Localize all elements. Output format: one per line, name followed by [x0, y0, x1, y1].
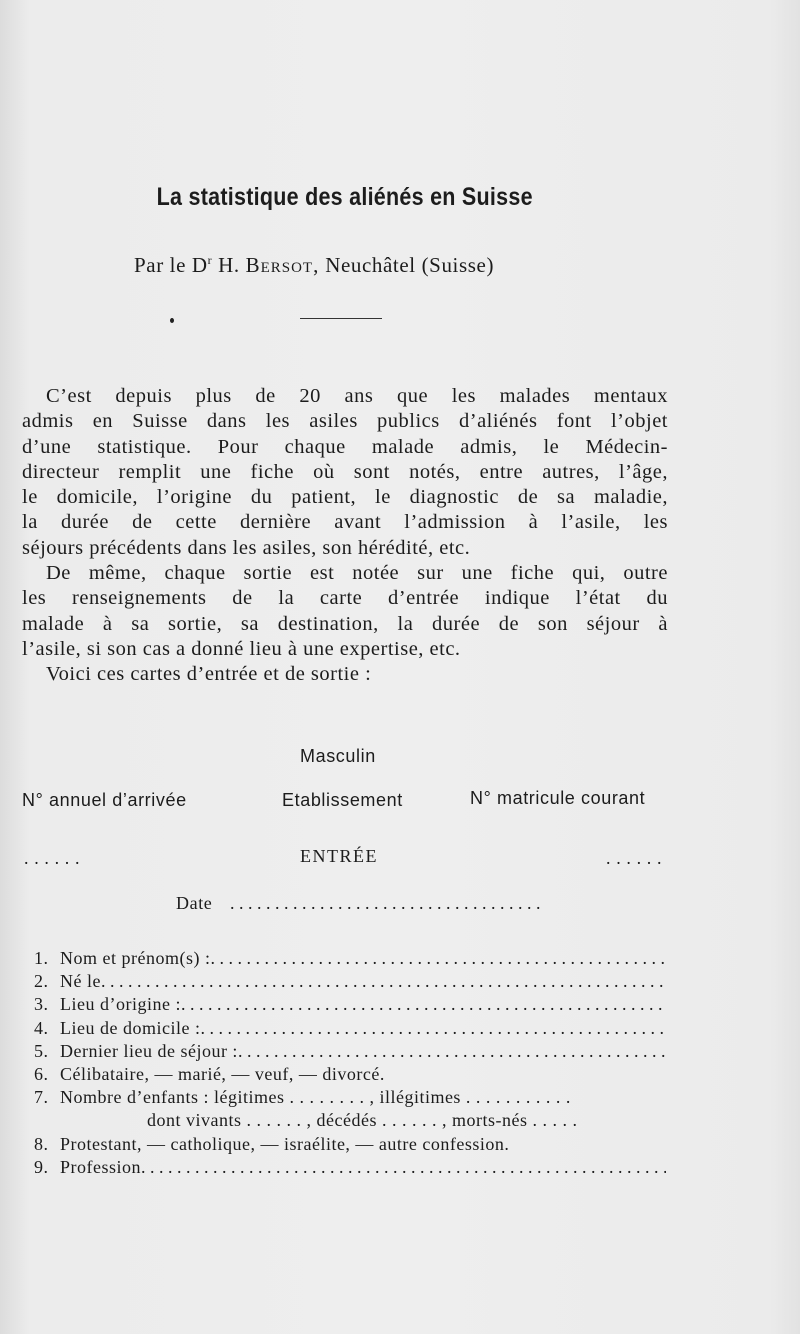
paragraph-2-line: De même, chaque sortie est notée sur une fiche qui, outre — [46, 562, 668, 585]
form-item — [34, 1086, 666, 1109]
item-number: 1. — [34, 948, 49, 968]
paragraph-1 — [22, 384, 668, 561]
form-item — [34, 970, 666, 993]
item-label: Profession — [60, 1156, 141, 1177]
paragraph-1-line: admis en Suisse dans les asiles publics d’aliénés font l’objet — [22, 410, 668, 433]
item-leader-dots — [101, 970, 666, 993]
paragraph-2-line: malade à sa sortie, sa destination, la durée de son séjour à — [22, 612, 668, 635]
item-label: Nombre d’enfants : légitimes . . . . . . . . , illégitimes . . . . . . . . . . . — [60, 1087, 571, 1108]
item-number: 3. — [34, 994, 49, 1015]
item-label: Lieu de domicile : — [60, 1017, 201, 1038]
item-leader-dots — [141, 1156, 666, 1179]
byline-prefix: Par le D — [134, 253, 208, 277]
paragraph-1-line: C’est depuis plus de 20 ans que les malades mentaux — [46, 385, 668, 407]
form-item — [34, 1109, 666, 1132]
form-annual-number-label: N° annuel d’arrivée — [22, 790, 187, 810]
form-item — [34, 1040, 666, 1063]
item-label: Lieu d’origine : — [60, 994, 181, 1015]
paragraph-1-line: séjours précédents dans les asiles, son hérédité, etc. — [22, 536, 471, 559]
separator-rule — [300, 318, 382, 319]
author-byline — [134, 253, 494, 278]
item-number: 8. — [34, 1133, 49, 1154]
item-number: 2. — [34, 971, 49, 992]
paragraph-1-line: directeur remplit une fiche où sont notés, entre autres, l’âge, — [22, 460, 668, 483]
item-leader-dots — [200, 1017, 666, 1040]
item-label: Nom et prénom(s) : — [60, 948, 211, 968]
ink-speck — [170, 318, 174, 323]
form-date-dots: . . . . . . . . . . . . . . . . . . . . . . . . . . . . . . . . . . . — [230, 893, 541, 913]
byline-place: Neuchâtel (Suisse) — [325, 253, 495, 277]
form-matricule-label: N° matricule courant — [470, 788, 646, 808]
byline-name: Bersot, — [245, 253, 320, 277]
paragraph-1-line: le domicile, l’origine du patient, le diagnostic de sa maladie, — [22, 486, 668, 509]
item-number: 4. — [34, 1017, 49, 1038]
paragraph-2-line: les renseignements de la carte d’entrée indique l’état du — [22, 587, 668, 610]
item-leader-dots — [210, 947, 666, 970]
item-label: dont vivants . . . . . . , décédés . . . . . . , morts-nés . . . . . — [147, 1110, 578, 1131]
form-right-dots: . . . . . . — [606, 848, 663, 868]
body-text — [22, 384, 668, 688]
form-establishment-label: Etablissement — [282, 790, 403, 810]
form-item — [34, 993, 666, 1016]
form-items-list — [34, 947, 666, 1179]
item-leader-dots — [238, 1040, 666, 1063]
paragraph-2-line: l’asile, si son cas a donné lieu à une expertise, etc. — [22, 637, 461, 660]
byline-initial: H. — [218, 253, 240, 277]
item-number: 5. — [34, 1040, 49, 1061]
item-label: Né le — [60, 971, 101, 992]
form-date-label: Date — [176, 893, 213, 913]
item-number: 9. — [34, 1156, 49, 1177]
item-leader-dots — [181, 993, 666, 1016]
form-item — [34, 1133, 666, 1156]
form-item — [34, 947, 666, 970]
form-sex-label: Masculin — [300, 746, 376, 766]
paragraph-1-line: d’une statistique. Pour chaque malade admis, le Médecin- — [22, 435, 668, 458]
item-number: 6. — [34, 1064, 49, 1085]
item-label: Protestant, — catholique, — israélite, — autre confession. — [60, 1133, 510, 1154]
form-item — [34, 1017, 666, 1040]
paragraph-3-line: Voici ces cartes d’entrée et de sortie : — [46, 663, 372, 686]
form-item — [34, 1063, 666, 1086]
form-left-dots: . . . . . . — [24, 848, 81, 868]
byline-sup: r — [207, 253, 213, 267]
paragraph-1-line: la durée de cette dernière avant l’admission à l’asile, les — [22, 511, 668, 534]
item-label: Dernier lieu de séjour : — [60, 1040, 238, 1061]
article-title: La statistique des aliénés en Suisse — [156, 183, 533, 211]
paragraph-3 — [22, 662, 668, 687]
form-heading-entree: ENTRÉE — [300, 846, 378, 866]
item-label: Célibataire, — marié, — veuf, — divorcé. — [60, 1064, 385, 1085]
paragraph-2 — [22, 561, 668, 662]
item-number: 7. — [34, 1087, 49, 1108]
form-item — [34, 1156, 666, 1179]
